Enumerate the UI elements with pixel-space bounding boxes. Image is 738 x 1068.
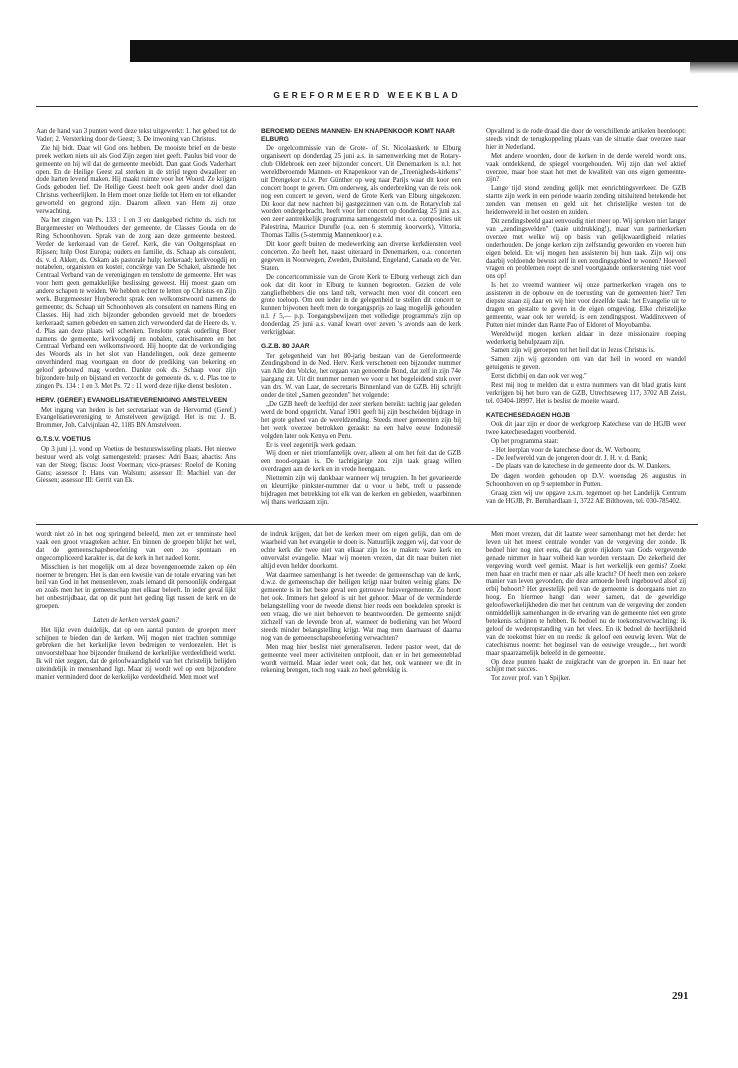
column-5 <box>261 531 461 951</box>
header-rule <box>36 106 698 107</box>
paragraph: Aan de hand van 3 punten werd deze tekst uitgewerkt: 1. het gebed tot de Vader; 2. Versterking door de Geest; 3. De inwoning van Christus. <box>36 128 236 143</box>
list-item: - De leefwereld van de jongeren door dr. J. H. v. d. Bank; <box>492 455 648 463</box>
section-heading: BEROEMD DEENS MANNEN- EN KNAPENKOOR KOMT NAAR ELBURG <box>261 128 455 143</box>
paragraph: Na het zingen van Ps. 133 : 1 en 3 en dankgebed richtte ds. zich tot Burgemeester en Wethouders der gemeente, de Classes Gouda en de Ring Schoonhoven. Sprak van de zorg aan deze gemeente besteed. Verder de kerkeraad van de Geref. Kerk, die van Ooltgensplaat en Rijssen; hulp Oost Europa; ouders en familie, ds. Schaap als consulent, ds. v. d. Akker, ds. Oskam als pastorale hulp; kerkeraad; kerkvoogdij en notabelen, organisten en koster, conciërge van De Schakel, alsmede het Centraal Verband van de verenigingen en tenslotte de gemeente. Het was voor hem geen gemakkelijke beslissing geweest. Hij moest gaan om andere schapen te weiden. We hebben echter te letten op Christus en Zijn werk. Burgemeester Huyberecht sprak een welkomstwoord namens de gemeente; ds. Schaap uit Schoonhoven als consulent en namens Ring en Classes. Hij had zich bijzonder gebonden gevoeld met de broeders kerkeraad; samen gebeden en samen zich verwonderd dat de Heere ds. v. d. Plas aan deze plaats wil schenken. Tenslotte sprak ouderling Boer namens de gemeente, kerkvoogdij en nobalen, catechisanten en het Centraal Verband een welkomstwoord. Hij hoopte dat de verkondiging des Woords als in het slot van Handelingen, ook deze gemeente onverhinderd mag voortgaan en door de prediking van bekering en geloof gebouwd mag worden. Dankte ook ds. Schaap voor zijn bijzondere hulp en bijstand en verzocht de gemeente ds. v. d. Plas toe te zingen Ps. 134 : 1 en 3. Met Ps. 72 : 11 werd deze rijke dienst besloten . <box>36 216 236 390</box>
column-2 <box>261 128 461 518</box>
paragraph: De orgelcommissie van de Grote- of St. Nicolaaskerk te Elburg organiseert op donderdag 25 juni a.s. in samenwerking met de Rotary-club Oldebroek een zeer bijzonder concert. Uit Denemarken is n.l. het wereldberoemde Mannen- en Knapenkoor van de „Treenigheds-kirkens" uit Drengekor o.l.v. Per Günther op weg naar Parijs waar dit koor een concert hoopt te geven. Om onderweg, als onderbreking van de reis ook nog een concert te geven, werd de Grote Kerk van Elburg uitgekozen. Dit koor dat new nachten bij gastgezinnen van o.m. de Rotaryclub zal worden ondergebracht, heeft voor het concert op donderdag 25 juni a.s. een zeer aantrekkelijk programma samengesteld met o.a. composities uit Palestrina, Maurice Durufle (o.a. een 6 stemmig koorwerk), Vittoria, Thomas Tallis (5-stemmig Mannenkoor) e.a. <box>261 145 461 240</box>
section-heading: G.T.S.V. VOETIUS <box>36 436 91 444</box>
newspaper-page <box>36 62 698 1062</box>
paragraph: Ook dit jaar zijn er door de werkgroep Katechese van de HGJB weer twee katechesedagen voorbereid. <box>486 421 686 437</box>
column-3 <box>486 128 686 518</box>
paragraph: Opvallend is de rode draad die door de verschillende artikelen heenloopt: steeds vindt de terugkoppeling plaats van de situatie daar overzee naar hier in Nederland. <box>486 128 686 151</box>
paragraph: wordt niet zó in het oog springend beleefd, men zet er tenminste heel vaak een groot vraagteken achter. En binnen de groepen blijkt het wel, dat de gemeenschapsbeoefening van een zo spontaan en ongecompliceerd karakter is, dat de kerk in het nadeel komt. <box>36 531 236 562</box>
paragraph: Het lijkt even duidelijk, dat op een aantal punten de groepen meer schijnen te bieden dan de kerken. Wij mogen niet trachten sommige gebreken die het kerkelijke leven bedreigen te verdoezelen. Het is onvoorstelbaar hoe bijzonder fnuikend de kerkelijke verdeeldheid werkt. Ik wil niet zeggen, dat de geloofwaardigheid van het christelijk belijden uiteindelijk in mensenhand ligt. Maar zij wordt wel op een bijzondere manier verminderd door de kerkelijke verdeeldheid. Men moet wel <box>36 626 236 682</box>
section-heading: G.Z.B. 80 JAAR <box>261 342 310 350</box>
paragraph: Op deze punten haakt de zuigkracht van de groepen in. En naar het schijnt met succes. <box>486 658 686 674</box>
column-1 <box>36 128 236 518</box>
section-heading: KATECHESEDAGEN HGJB <box>486 411 571 419</box>
list-item: - De plaats van de katechese in de gemeente door ds. W. Dankers. <box>492 462 671 470</box>
program-list <box>492 447 686 471</box>
paragraph: Wat daarmee samenhangt is het tweede: de gemeenschap van de kerk, d.w.z. de gemeenschap der heiligen krijgt naar buiten weinig glans. De gemeente is in het beste geval een getrouwe huisvergemeente. Zo hoort het ook. Immers het geloof is uit het gehoor. Maar of de verminderde belangstelling voor de tweede dienst hier reeds een boekdelen spreekt is een vraag, die we niet behoeven te beantwoorden. De gemeente snijdt zichzelf van de levende bron af, wanneer de bediening van het Woord steeds minder belangstelling krijgt. Wat mag men daarnaast of daarna nog van de gemeenschapsbeoefening verwachten? <box>261 571 461 642</box>
paragraph: De dagen worden gehouden op D.V. woensdag 26 augustus in Schoonhoven en op 9 september in Putten. <box>486 472 686 488</box>
paragraph: Is het zo vreemd wanneer wij onze partnerkerken vragen ons te assisteren in de opbouw en de toerusting van de gemeenten hier? Ten diepste staan zij daar en wij hier voor dezelfde taak: het Evangelie uit te dragen en gestalte te geven in de eigen omgeving. Elke christelijke gemeente, waar ook ter wereld, is een zendingspost. Waddinxveen of Putten niet minder dan Rante Pao of Eldoret of Moyobamba. <box>486 282 686 329</box>
paragraph: Ter gelegenheid van het 80-jarig bestaan van de Gereformeerde Zendingsbond in de Ned. Herv. Kerk verschenen een bijzonder nummer van Alle den Volcke, het orgaan van genoemde Bond, dat zelf in zijn 74e jaargang zit. Uit dit nummer nemen we voor u het begeleidend stuk over van drs. W. van Laar, de secretaris Binnenland van de GZB. Hij schrijft onder de titel „Samen gezonden" het volgende: <box>261 352 461 400</box>
paragraph: Zie hij bidt. Daar wil God ons hebben. De mooiste brief en de beste preek werken niets uit als God Zijn zegen niet geeft. Paulus bid voor de gemeente en hij wil dat de gemeente meebidt. Dan gaat Gods Vaderhart open. En de Heilige Geest zal sterken in de strijd tegen dwaalleer en dode harten levend maken. Hij maakt ruimte voor het Woord. Ze krijgen Gods geboden lief. De Heilige Geest heeft ook geen ander doel dan Christus verheerlijken. In Hem moet onze liefde tot Hem en tot elkander geworteld en gegrond zijn. Daarom alleen van Hem zij onze verwachting. <box>36 144 236 216</box>
paragraph: Graag zien wij uw opgave z.s.m. tegemoet op het Landelijk Centrum van de HGJB, Pr. Bernhardlaan 1, 3722 AE Bilthoven, tel. 030-785402. <box>486 489 686 505</box>
paragraph: Met ingang van heden is het secretariaat van de Hervormd (Geref.) Evangelisatievereniging te Amstelveen gewijzigd. Het is nu: J. B. Brommer, Joh. Calvijnlaan 42, 1185 BN Amstelveen. <box>36 406 236 430</box>
paragraph: Tot zover prof. van 't Spijker. <box>491 675 571 683</box>
paragraph: Wereldwijd mogen kerken aldaar in deze missionaire roeping wederkerig behulpzaam zijn. <box>486 330 686 346</box>
paragraph: Wij doen er niet triomfantelijk over, alleen al om het feit dat de GZB een nood-orgaan is. De tachtigjarige zou zijn taak graag willen overdragen aan de kerk en in vrede heengaan. <box>261 450 461 474</box>
column-4 <box>36 531 236 951</box>
paragraph: Eerst dichtbij en dan ook ver weg." <box>491 373 587 381</box>
paragraph: De concertcommissie van de Grote Kerk te Elburg verheugt zich dan ook dat dit koor in Elburg te kunnen begroeten. Gezien de vele zangliefhebbers die ons land telt, verwacht men voor dit concert een grote toeloop. Om een ieder in de gelegenheid te stellen dit concert te kunnen bijwonen heeft men de toegangsprijs zo laag mogelijk gehouden n.l. ƒ 5,— p.p. Toegangsbewijzen met volledige programma's zijn op donderdag 25 juni a.s. vanaf kwart over zeven 's avonds aan de kerk verkrijgbaar. <box>261 273 461 337</box>
list-item: - Het leerplan voor de katechese door ds. W. Verboom; <box>492 447 641 455</box>
paragraph: Men moet vrezen, dat dit laatste weer samenhangt met het derde: het leven uit het meest centrale wonder van de vergeving der zonde. Ik bedoel hier nog niet eens, dat de grote rijkdom van Gods vergevende genade nimmer in haar volheid kan worden verstaan. De zekerheid der vergeving wordt veel gemist. Maar is het werkelijk een gemis? Zoekt men haar en tracht men er naar ,als alle kracht? Of heeft men een zekere manier van leven gevonden, die deze armoede heeft ingebouwd alsof zij erbij behoort? Het geestelijk peil van de gemeente is doorgaans niet zo hoog. En hiermee hangt dan weer samen, dat de geweldige geloofswerkelijkheden die met het centrum van de vergeving der zonden onmiddellijk samenhangen in de ervaring van de gemeente niet een grote betekenis schijnen te hebben. Ik bedoel nu de toekomstverwachting: ik geloof de wederopstanding van het vlees. En ik bedoel de heerlijkheid van de toekomst hier en nu reeds: ik geloof een eeuwig leven. Wat de catechismus noemt: het beginsel van de eeuwige vreugde..., het wordt maar spaarzamelijk beleefd in de gemeente. <box>486 531 686 657</box>
paragraph: Samen zijn wij gezonden om van dat heil in woord en wandel getuigenis te geven. <box>486 356 686 372</box>
section-heading: HERV. (GEREF.) EVANGELISATIEVERENIGING AMSTELVEEN <box>36 396 228 404</box>
paragraph: Met andere woorden, door de kerken in de derde wereld wordt ons, vaak ontdekkend, de spiegel voorgehouden. Wij zijn dan wel aktief overzee, maar hoe staat het met de kwaliteit van ons eigen gemeente-zijn? <box>486 152 686 184</box>
paragraph: Op het programma staat: <box>491 438 559 446</box>
subheading: Laten de kerken verstek gaan? <box>93 616 179 625</box>
paragraph: Rest mij nog te melden dat u extra nummers van dit blad gratis kunt verkrijgen bij het buro van de GZB, Utrechtseweg 117, 3702 AB Zeist, tel. 03404-18997. Het is beslist de moeite waard. <box>486 382 686 405</box>
paragraph: Dit koor geeft buiten de medewerking aan diverse kerkdiensten veel concerten. Zo heeft het, naast uiteraard in Denemarken, o.a. concerten gegeven in Noorwegen, Zweden, Duitsland, Engeland, Canada en de Ver. Staten. <box>261 241 461 272</box>
paragraph: Niettemin zijn wij dankbaar wanneer wij terugzien. In het gevarieerde en kleurrijke pinkster-nummer dat u voor u hebt, treft u passende bijdragen met betrekking tot elk van de kerken en gebieden, waarbinnen wij thans werkzaam zijn. <box>261 475 461 506</box>
paragraph: Misschien is het mogelijk om al deze bovengenoemde zaken op één noemer te brengen. Het is dan een kwestie van de totale ervaring van het heil van God in het mensenleven, zoals iemand dit persoonlijk ondergaat en zoals men het in gemeenschap met elkaar beleeft. In ieder geval lijkt het onbestrijdbaar, dat op dit punt het geding ligt tussen de kerk en de groepen. <box>36 563 236 611</box>
paragraph: Samen zijn wij geroepen tot het heil dat in Jezus Christus is. <box>491 347 655 355</box>
paragraph: Op 3 juni j.l. vond op Voetius de bestuurswisseling plaats. Het nieuwe bestuur werd als volgt samengesteld: praeses: Adri Baas; abactis: Ans van der Steeg; fiscus: Joost Voerman; vice-praeses: Roelof de Koning Gans; assessor I: Hans van Walsum; assessor II: Machiel van der Giessen; assessor III: Gerrit van Ek. <box>36 445 236 485</box>
paragraph: Dit zendingsbeeld gaat eenvoudig niet meer op. Wij spreken niet langer van „zendingsvelden" (taaie uitdrukking!), maar van partnerkerken overzee met welke wij op basis van gelijkwaardigheid relaties onderhouden. De jonge kerken zijn zelfstandig geworden en voeren hun eigen beleid. En wij mogen hen assisteren bij hun taak. Zijn wij ons daarbij voldoende bewust zelf in een zendingsgebied te wonen? Hoeveel vragen en problemen roept de snel voortgaande ontkerstening niet voor ons op! <box>486 217 686 281</box>
column-6 <box>486 531 686 951</box>
running-header: GEREFORMEERD WEEKBLAD <box>273 90 461 100</box>
paragraph: „De GZB heeft de leeftijd der zeer sterken bereikt: tachtig jaar geleden werd de bond opgericht. Vanaf 1901 geeft hij zijn bescheiden bijdrage in het grote geheel van de wereldzending. Steeds meer gemeenten zijn bij het werk overzee betrokken geraakt: na een halve eeuw Indonesië volgden later ook Kenya en Peru. <box>261 400 461 440</box>
band-divider-rule <box>36 524 698 525</box>
paragraph: Er is veel zegenrijk werk gedaan. <box>266 441 357 449</box>
paragraph: Lange tijd stond zending gelijk met eenrichtingsverkeer. De GZB startte zijn werk in een periode waarin zending uitsluitend betekende het zenden van mensen en geld uit het christelijke westen tot de heidenwereld in het oosten en zuiden. <box>486 185 686 217</box>
page-number: 291 <box>672 990 689 1002</box>
paragraph: Men mag hier beslist niet generaliseren. Iedere pastor weet, dat de gemeente veel meer activiteiten ontplooit, dan er in het gemeenteblad wordt vermeld. Maar ieder weet ook, dat het, ook wanneer we dit in rekening brengen, toch nog vaak zo heel gebrekkig is. <box>261 643 461 675</box>
scan-edge-shadow <box>130 0 738 62</box>
paragraph: de indruk krijgen, dat het de kerken meer om eigen gelijk, dan om de waarheid van het evangelie te doen is. Natuurlijk zeggen wij, dat voor de echte kerk die twee niet van elkaar zijn los te maken: ware kerk en onvervalst evangelie. Maar wij moeten vrezen, dat dit naar buiten niet altijd even helder doorkomt. <box>261 531 461 570</box>
